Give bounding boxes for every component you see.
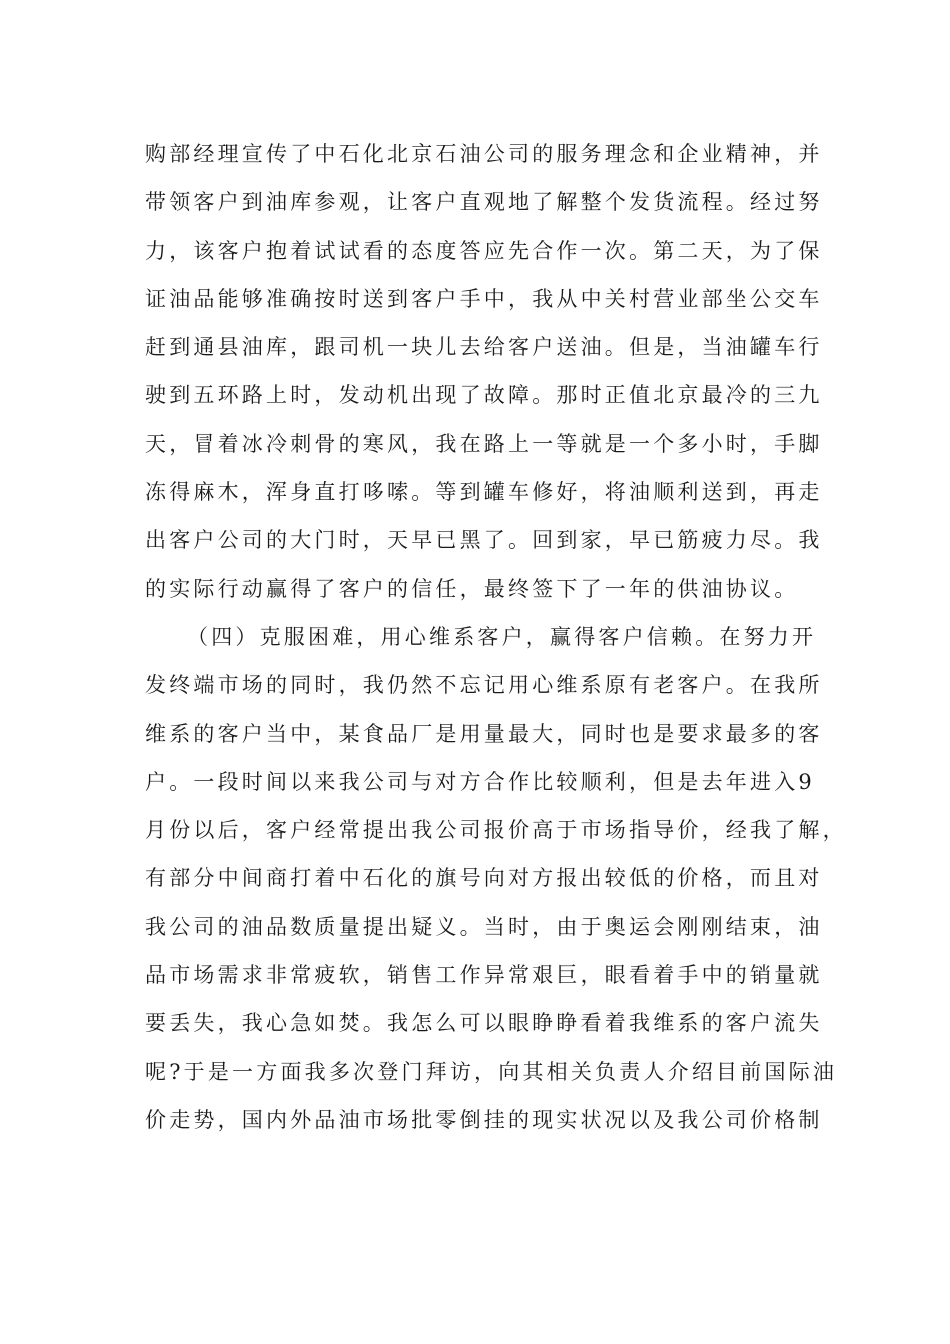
text-line: 户。一段时间以来我公司与对方合作比较顺利，但是去年进入9 (145, 769, 815, 794)
text-line: 有部分中间商打着中石化的旗号向对方报出较低的价格，而且对 (145, 866, 823, 891)
text-line: 带领客户到油库参观，让客户直观地了解整个发货流程。经过努 (145, 190, 823, 215)
section-heading-line: （四）克服困难，用心维系客户，赢得客户信赖。在努力开 (187, 624, 817, 649)
text-line: 冻得麻木，浑身直打哆嗦。等到罐车修好，将油顺利送到，再走 (145, 480, 823, 505)
text-line: 天，冒着冰冷刺骨的寒风，我在路上一等就是一个多小时，手脚 (145, 431, 823, 456)
text-line: 赶到通县油库，跟司机一块儿去给客户送油。但是，当油罐车行 (145, 335, 823, 360)
text-line: 发终端市场的同时，我仍然不忘记用心维系原有老客户。在我所 (145, 673, 823, 698)
text-line: 维系的客户当中，某食品厂是用量最大，同时也是要求最多的客 (145, 721, 823, 746)
text-line: 呢?于是一方面我多次登门拜访，向其相关负责人介绍目前国际油 (145, 1059, 838, 1084)
text-line: 月份以后，客户经常提出我公司报价高于市场指导价，经我了解， (145, 818, 847, 843)
text-line: 出客户公司的大门时，天早已黑了。回到家，早已筋疲力尽。我 (145, 528, 823, 553)
text-line: 价走势，国内外品油市场批零倒挂的现实状况以及我公司价格制 (145, 1107, 823, 1132)
text-line: 力，该客户抱着试试看的态度答应先合作一次。第二天，为了保 (145, 238, 823, 263)
text-line: 购部经理宣传了中石化北京石油公司的服务理念和企业精神，并 (145, 142, 823, 166)
text-line: 我公司的油品数质量提出疑义。当时，由于奥运会刚刚结束，油 (145, 914, 823, 939)
text-line: 要丢失，我心急如焚。我怎么可以眼睁睁看着我维系的客户流失 (145, 1011, 823, 1036)
text-line: 品市场需求非常疲软，销售工作异常艰巨，眼看着手中的销量就 (145, 963, 823, 988)
text-line: 的实际行动赢得了客户的信任，最终签下了一年的供油协议。 (145, 576, 799, 601)
text-line: 驶到五环路上时，发动机出现了故障。那时正值北京最冷的三九 (145, 383, 823, 408)
text-line: 证油品能够准确按时送到客户手中，我从中关村营业部坐公交车 (145, 286, 823, 311)
body-text (145, 130, 847, 1144)
